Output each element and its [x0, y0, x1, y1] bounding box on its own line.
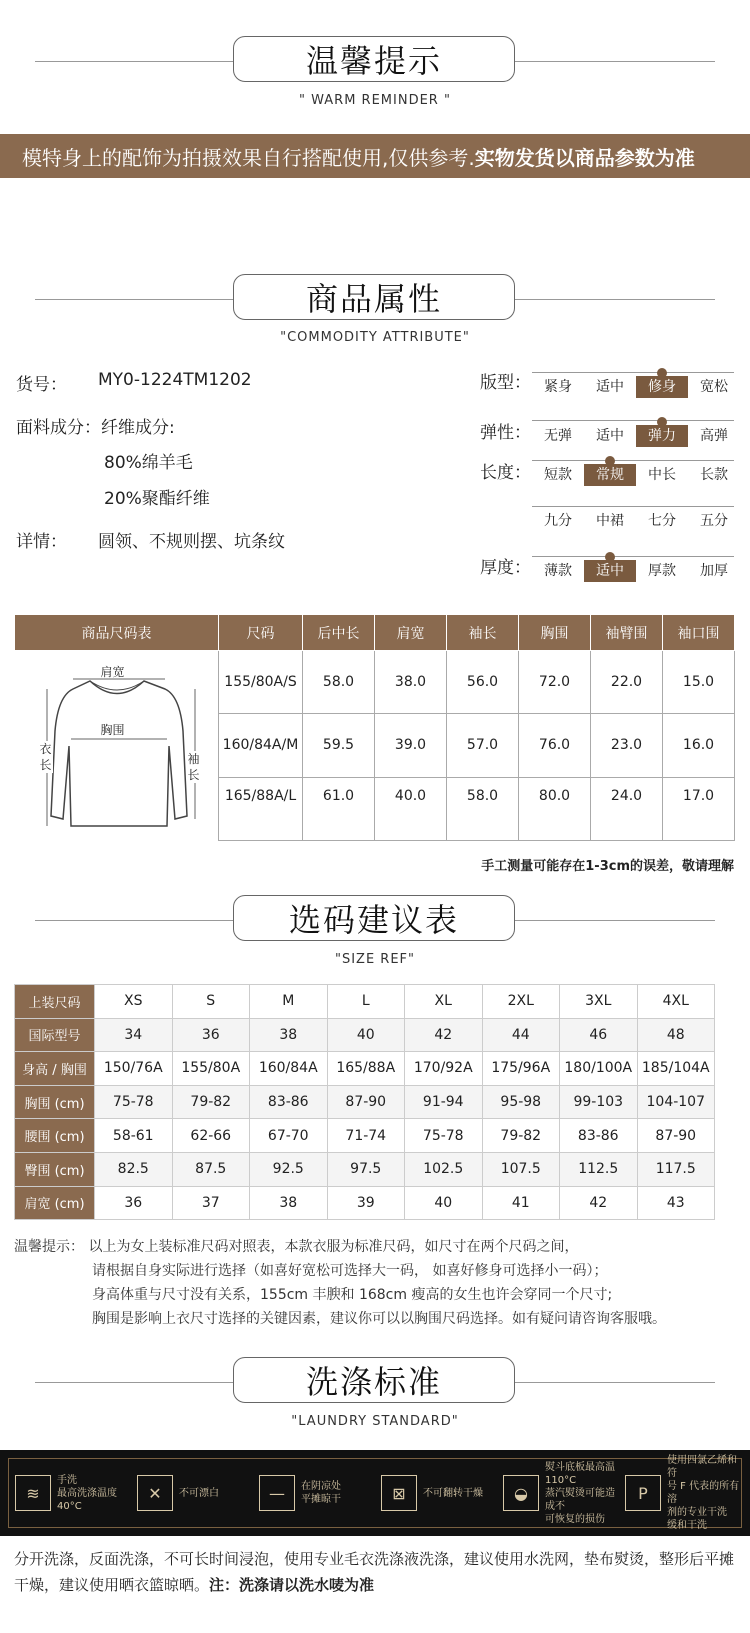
warm-title: 温馨提示 [233, 36, 515, 82]
no-tumble-dry-icon: ⊠ [381, 1475, 417, 1511]
laundry-text [14, 1546, 742, 1598]
laundry-item [131, 1475, 253, 1511]
table-cell: 41 [482, 1186, 560, 1220]
length-options-2 [532, 510, 740, 532]
laundry-item [9, 1474, 131, 1513]
garment-diagram [15, 651, 219, 841]
item-no-label: 货号： [16, 375, 67, 395]
table-cell: 165/88A [327, 1052, 405, 1086]
diagram-sleeve: 袖长 [187, 752, 200, 782]
length-option: 长款 [700, 467, 728, 483]
divider [532, 506, 734, 507]
row-header: 肩宽 (cm) [15, 1186, 95, 1220]
divider [515, 299, 715, 300]
size-table [14, 614, 735, 841]
row-header: 腰围 (cm) [15, 1119, 95, 1153]
header-cell: 肩宽 [375, 615, 447, 651]
table-cell: 38 [250, 1186, 328, 1220]
banner-bold: 实物发货以商品参数为准 [474, 145, 695, 170]
laundry-label: 不可漂白 [179, 1487, 219, 1499]
table-cell: 87.5 [172, 1152, 250, 1186]
detail: 圆领、不规则摆、坑条纹 [98, 532, 285, 552]
note-line: 温馨提示： 以上为女上装标准尺码对照表，本款衣服为标准尺码，如尺寸在两个尺码之间， [14, 1239, 579, 1255]
length-option: 九分 [544, 513, 572, 529]
table-cell: 79-82 [172, 1085, 250, 1119]
thickness-option: 加厚 [700, 563, 728, 579]
no-bleach-icon: ✕ [137, 1475, 173, 1511]
thickness-label: 厚度： [480, 558, 531, 578]
iron-icon: ◒ [503, 1475, 539, 1511]
laundry-instructions: 分开洗涤，反面洗涤，不可长时间浸泡，使用专业毛衣洗涤液洗涤，建议使用水洗网，垫布熨烫，整形后平摊干燥，建议使用晒衣篮晾晒。 [14, 1550, 735, 1594]
table-cell: 95-98 [482, 1085, 560, 1119]
length-option: 五分 [700, 513, 728, 529]
table-cell: 22.0 [591, 651, 663, 714]
thickness-options [532, 560, 740, 582]
divider [515, 920, 715, 921]
laundry-subtitle: "LAUNDRY STANDARD" [291, 1414, 459, 1429]
ref-title: 选码建议表 [233, 895, 515, 941]
length-option: 常规 [584, 464, 636, 486]
divider [532, 420, 734, 421]
table-cell: 40 [327, 1018, 405, 1052]
table-cell: 36 [172, 1018, 250, 1052]
table-cell: 39.0 [375, 714, 447, 777]
elastic-label: 弹性： [480, 423, 531, 443]
length-option: 七分 [648, 513, 676, 529]
fit-option: 宽松 [700, 379, 728, 395]
table-cell: 87-90 [637, 1119, 715, 1153]
divider [532, 556, 734, 557]
table-cell: 99-103 [560, 1085, 638, 1119]
attr-title-block [0, 274, 750, 334]
attr-subtitle: "COMMODITY ATTRIBUTE" [280, 330, 470, 345]
header-cell: 袖口围 [663, 615, 735, 651]
diagram-chest: 胸围 [100, 723, 125, 737]
divider [532, 372, 734, 373]
length-label: 长度： [480, 463, 531, 483]
header-cell: 袖臂围 [591, 615, 663, 651]
table-row [15, 615, 735, 651]
divider [35, 299, 233, 300]
table-cell: 48 [637, 1018, 715, 1052]
table-cell: 36 [95, 1186, 173, 1220]
table-cell: 97.5 [327, 1152, 405, 1186]
table-cell: 160/84A/M [219, 714, 303, 777]
table-cell: 3XL [560, 985, 638, 1019]
banner-text: 模特身上的配饰为拍摄效果自行搭配使用,仅供参考. [22, 145, 475, 170]
table-cell: 112.5 [560, 1152, 638, 1186]
table-row [15, 985, 715, 1019]
table-row [15, 1085, 715, 1119]
size-ref-table [14, 984, 715, 1220]
table-cell: S [172, 985, 250, 1019]
fit-option: 适中 [596, 379, 624, 395]
table-cell: 87-90 [327, 1085, 405, 1119]
row-header: 胸围 (cm) [15, 1085, 95, 1119]
laundry-label: 使用四氯乙烯和符 号 F 代表的所有溶 剂的专业干洗 缓和干洗 [667, 1455, 740, 1531]
laundry-title: 洗涤标准 [233, 1357, 515, 1403]
laundry-item [619, 1454, 741, 1532]
table-row [15, 1152, 715, 1186]
row-header: 上装尺码 [15, 985, 95, 1019]
divider [532, 460, 734, 461]
fit-option: 紧身 [544, 379, 572, 395]
table-cell: 2XL [482, 985, 560, 1019]
laundry-note: 注：洗涤请以洗水唛为准 [209, 1576, 375, 1594]
table-cell: 175/96A [482, 1052, 560, 1086]
table-cell: 44 [482, 1018, 560, 1052]
table-row [15, 1052, 715, 1086]
fabric-2: 20%聚酯纤维 [104, 489, 210, 509]
table-cell: 107.5 [482, 1152, 560, 1186]
length-option: 中长 [648, 467, 676, 483]
laundry-label: 不可翻转干燥 [423, 1487, 483, 1499]
table-cell: XS [95, 985, 173, 1019]
table-cell: 4XL [637, 985, 715, 1019]
length-options [532, 464, 740, 486]
table-cell: 58.0 [447, 777, 519, 840]
table-cell: 23.0 [591, 714, 663, 777]
size-notes [14, 1235, 666, 1331]
table-cell: 58.0 [303, 651, 375, 714]
length-option: 中裙 [596, 513, 624, 529]
header-cell: 袖长 [447, 615, 519, 651]
table-cell: 76.0 [519, 714, 591, 777]
table-cell: 59.5 [303, 714, 375, 777]
table-cell: 102.5 [405, 1152, 483, 1186]
table-cell: 92.5 [250, 1152, 328, 1186]
laundry-item [497, 1461, 619, 1526]
note-line: 请根据自身实际进行选择（如喜好宽松可选择大一码， 如喜好修身可选择小一码）； [92, 1263, 608, 1279]
size-table-title: 商品尺码表 [15, 615, 219, 651]
table-cell: 42 [405, 1018, 483, 1052]
table-cell: 46 [560, 1018, 638, 1052]
table-cell: 38.0 [375, 651, 447, 714]
table-cell: 43 [637, 1186, 715, 1220]
laundry-label: 熨斗底板最高温 110°C 蒸汽熨烫可能造成不 可恢复的损伤 [545, 1461, 615, 1525]
thickness-option: 薄款 [544, 563, 572, 579]
table-cell: 185/104A [637, 1052, 715, 1086]
divider [35, 920, 233, 921]
laundry-item [375, 1475, 497, 1511]
laundry-icons-bar [0, 1450, 750, 1536]
thickness-option: 适中 [584, 560, 636, 582]
table-cell: 40 [405, 1186, 483, 1220]
laundry-label: 在阴凉处 平摊晾干 [301, 1481, 341, 1505]
fabric-1: 80%绵羊毛 [104, 453, 193, 473]
laundry-label: 手洗 最高洗涤温度 40°C [57, 1474, 117, 1512]
fit-option: 修身 [636, 376, 688, 398]
laundry-title-block [0, 1357, 750, 1417]
fabric-label: 面料成分：纤维成分: [16, 418, 175, 438]
measure-note: 手工测量可能存在1-3cm的误差，敬请理解 [481, 859, 734, 874]
table-row [15, 1186, 715, 1220]
table-cell: 83-86 [250, 1085, 328, 1119]
table-cell: 39 [327, 1186, 405, 1220]
table-cell: 24.0 [591, 777, 663, 840]
table-cell: 170/92A [405, 1052, 483, 1086]
table-cell: 67-70 [250, 1119, 328, 1153]
header-cell: 尺码 [219, 615, 303, 651]
table-cell: 79-82 [482, 1119, 560, 1153]
table-cell: 61.0 [303, 777, 375, 840]
table-cell: 71-74 [327, 1119, 405, 1153]
table-cell: 15.0 [663, 651, 735, 714]
divider [35, 1382, 233, 1383]
table-cell: 117.5 [637, 1152, 715, 1186]
table-cell: 155/80A/S [219, 651, 303, 714]
notice-banner [0, 134, 750, 178]
dry-flat-icon: — [259, 1475, 295, 1511]
laundry-icons [8, 1455, 742, 1531]
table-cell: 75-78 [405, 1119, 483, 1153]
table-cell: 17.0 [663, 777, 735, 840]
elastic-option: 高弹 [700, 428, 728, 444]
table-cell: 82.5 [95, 1152, 173, 1186]
row-header: 臀围 (cm) [15, 1152, 95, 1186]
diagram-shoulder: 肩宽 [100, 665, 125, 679]
table-cell: 58-61 [95, 1119, 173, 1153]
table-cell: M [250, 985, 328, 1019]
thickness-option: 厚款 [648, 563, 676, 579]
fit-options [532, 376, 740, 398]
note-line: 胸围是影响上衣尺寸选择的关键因素，建议你可以以胸围尺码选择。如有疑问请咨询客服哦。 [92, 1311, 666, 1327]
table-cell: 155/80A [172, 1052, 250, 1086]
header-cell: 后中长 [303, 615, 375, 651]
table-cell: 165/88A/L [219, 777, 303, 840]
table-cell: 56.0 [447, 651, 519, 714]
attr-title: 商品属性 [233, 274, 515, 320]
diagram-length: 衣长 [39, 742, 52, 772]
detail-label: 详情： [16, 532, 67, 552]
length-option: 短款 [544, 467, 572, 483]
table-cell: 150/76A [95, 1052, 173, 1086]
table-cell: XL [405, 985, 483, 1019]
divider [515, 1382, 715, 1383]
table-cell: 104-107 [637, 1085, 715, 1119]
laundry-item [253, 1475, 375, 1511]
elastic-option: 弹力 [636, 425, 688, 447]
table-cell: 40.0 [375, 777, 447, 840]
table-row [15, 651, 735, 714]
table-cell: 16.0 [663, 714, 735, 777]
table-cell: 62-66 [172, 1119, 250, 1153]
elastic-option: 适中 [596, 428, 624, 444]
header-cell: 胸围 [519, 615, 591, 651]
elastic-options [532, 425, 740, 447]
ref-subtitle: "SIZE REF" [334, 952, 416, 967]
table-cell: 80.0 [519, 777, 591, 840]
table-cell: 37 [172, 1186, 250, 1220]
elastic-option: 无弹 [544, 428, 572, 444]
table-cell: 91-94 [405, 1085, 483, 1119]
item-no: MY0-1224TM1202 [98, 370, 252, 390]
warm-subtitle: " WARM REMINDER " [299, 93, 451, 108]
table-cell: 180/100A [560, 1052, 638, 1086]
table-cell: 83-86 [560, 1119, 638, 1153]
table-cell: 57.0 [447, 714, 519, 777]
row-header: 国际型号 [15, 1018, 95, 1052]
table-cell: 34 [95, 1018, 173, 1052]
divider [515, 61, 715, 62]
divider [35, 61, 233, 62]
warm-title-block [0, 36, 750, 96]
table-cell: L [327, 985, 405, 1019]
fit-label: 版型： [480, 373, 531, 393]
table-row [15, 1018, 715, 1052]
table-cell: 72.0 [519, 651, 591, 714]
table-cell: 38 [250, 1018, 328, 1052]
table-cell: 160/84A [250, 1052, 328, 1086]
note-line: 身高体重与尺寸没有关系，155cm 丰腴和 168cm 瘦高的女生也许会穿同一个尺寸; [92, 1287, 613, 1303]
ref-title-block [0, 895, 750, 955]
row-header: 身高 / 胸围 [15, 1052, 95, 1086]
table-cell: 42 [560, 1186, 638, 1220]
table-cell: 75-78 [95, 1085, 173, 1119]
dry-clean-icon: P [625, 1475, 661, 1511]
table-row [15, 1119, 715, 1153]
hand-wash-icon: ≋ [15, 1475, 51, 1511]
